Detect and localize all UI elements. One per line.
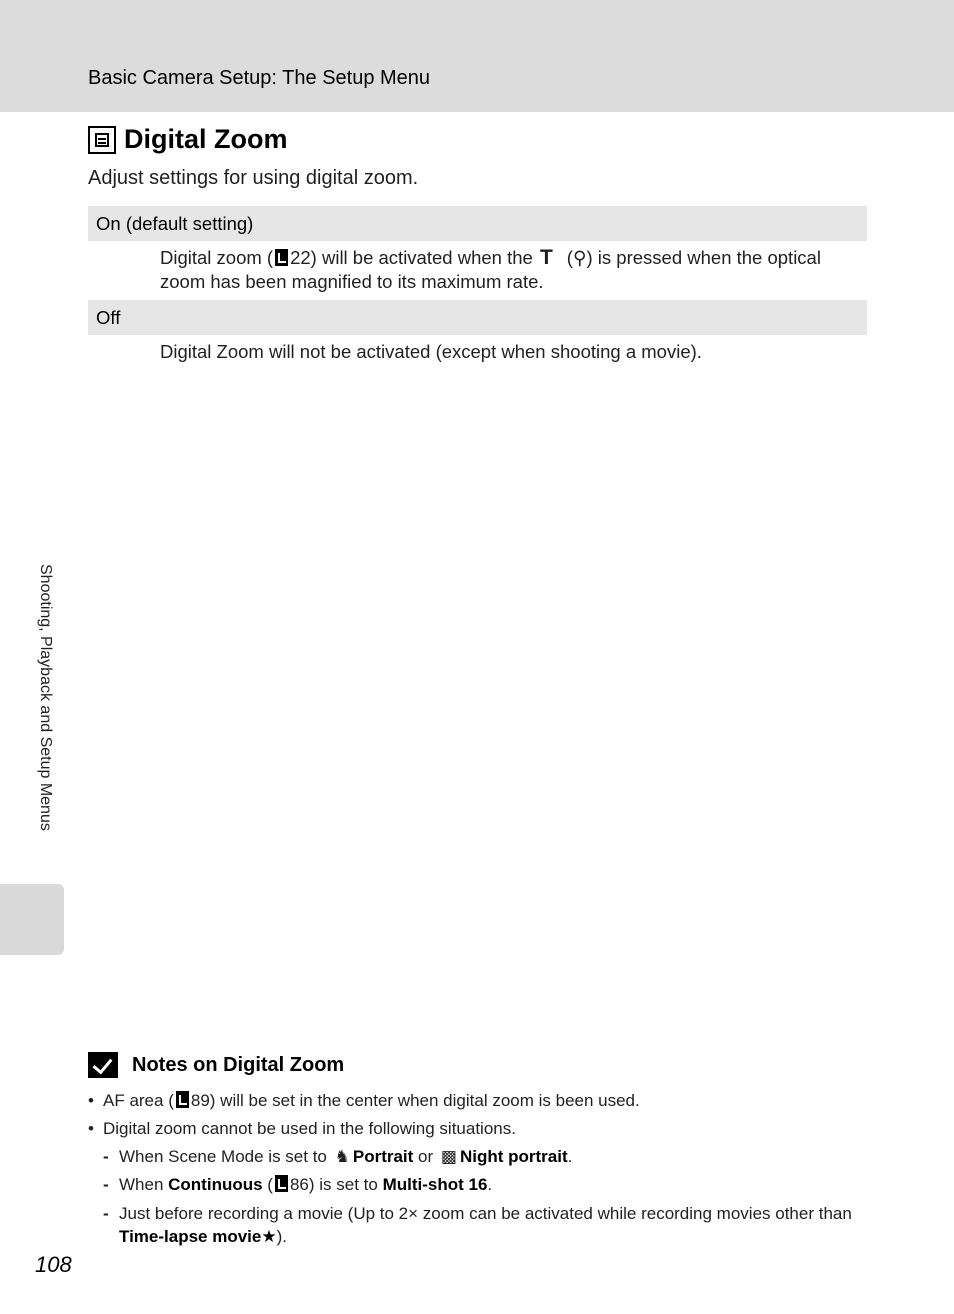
night-portrait-scene-icon: ▩ [440, 1147, 457, 1166]
notes-sub-item: - When Continuous ( 86) is set to Multi-shot 16. [103, 1175, 493, 1194]
page-reference-icon [176, 1091, 189, 1108]
page-number: 108 [35, 1252, 72, 1277]
header-bar [0, 0, 954, 112]
page-reference-icon [275, 249, 288, 266]
magnify-icon: ⚲ [572, 247, 587, 268]
notes-bullet: • AF area ( 89) will be set in the center when digital zoom is been used. [88, 1091, 640, 1110]
page-title-row [88, 124, 288, 155]
check-icon [88, 1052, 118, 1078]
side-section-label: Shooting, Playback and Setup Menus [37, 564, 54, 831]
intro-text: Adjust settings for using digital zoom. [88, 167, 419, 189]
notes-sub-item: - When Scene Mode is set to ♞ Portrait or ▩ Night portrait. [103, 1147, 573, 1166]
option-on-description: Digital zoom ( 22) will be activated when the T (⚲) is pressed when the optical zoom has been magnified to its maximum rate. [160, 246, 821, 292]
notes-heading [88, 1052, 344, 1078]
option-off-heading: Off [88, 300, 867, 335]
zoom-tele-button-icon: T [539, 246, 553, 269]
page-title: Digital Zoom [124, 124, 288, 154]
notes-sub-item: - Just before recording a movie (Up to 2× zoom can be activated while recording movies other than Time-lapse movie★). [103, 1204, 852, 1246]
side-section-tab [0, 884, 64, 955]
portrait-scene-icon: ♞ [334, 1147, 350, 1166]
notes-title: Notes on Digital Zoom [132, 1053, 345, 1076]
section-title: Basic Camera Setup: The Setup Menu [88, 67, 431, 89]
digital-zoom-menu-icon [88, 126, 116, 154]
page-reference-icon [275, 1175, 288, 1192]
option-off-description: Digital Zoom will not be activated (except when shooting a movie). [160, 341, 702, 362]
option-on-heading: On (default setting) [88, 206, 867, 241]
notes-bullet: • Digital zoom cannot be used in the following situations. [88, 1119, 516, 1138]
